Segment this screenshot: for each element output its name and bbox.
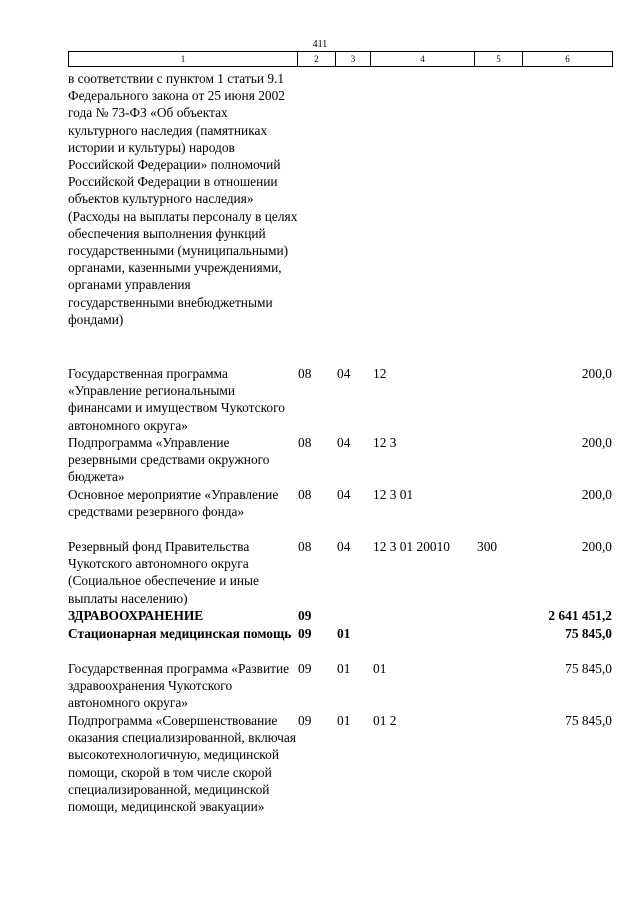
- table-row: [68, 607, 612, 625]
- row-section-code: 08: [298, 539, 312, 554]
- table-row: [68, 625, 612, 660]
- row-section-code: 09: [298, 661, 312, 676]
- row-amount: 200,0: [581, 487, 612, 502]
- row-section-code: 08: [298, 487, 312, 502]
- row-name: Подпрограмма «Совершенствование оказания специализированной, включая высокотехнологичную, медицинской помощи, скорой в том числе скорой специализированной, медицинской помощи, медицинской эвакуации»: [68, 713, 296, 815]
- row-target-article-code: 12 3 01 20010: [373, 539, 450, 554]
- row-amount: 200,0: [581, 539, 612, 554]
- row-subsection-code: 04: [337, 366, 351, 381]
- column-header-1: 1: [69, 52, 298, 67]
- row-amount: 75 845,0: [565, 626, 612, 641]
- table-row: [68, 538, 612, 607]
- row-subsection-code: 01: [337, 713, 351, 728]
- row-target-article-code: 12 3: [373, 435, 397, 450]
- column-header-table: [68, 51, 613, 67]
- row-section-code: 09: [298, 713, 312, 728]
- row-amount: 200,0: [581, 366, 612, 381]
- budget-table-body: [68, 70, 612, 852]
- row-target-article-code: 12 3 01: [373, 487, 414, 502]
- row-subsection-code: 04: [337, 435, 351, 450]
- row-expense-type-code: 300: [477, 539, 498, 554]
- column-header-row: [69, 52, 613, 67]
- row-section-code: 09: [298, 608, 312, 623]
- page-number: 411: [312, 39, 328, 50]
- row-subsection-code: 01: [337, 626, 351, 641]
- row-name: ЗДРАВООХРАНЕНИЕ: [68, 608, 204, 623]
- row-name: в соответствии с пунктом 1 статьи 9.1 Федерального закона от 25 июня 2002 года № 73-ФЗ «Об объектах культурного наследия (памятниках истории и культуры) народов Российской Федерации» полномочий Российской Федерации в отношении объектов культурного наследия» (Расходы на выплаты персоналу в целях обеспечения выполнения функций государственными (муниципальными) органами, казенными учреждениями, органами управления государственными внебюджетными фондами): [68, 71, 298, 327]
- row-amount: 75 845,0: [565, 661, 612, 676]
- row-name: Государственная программа «Управление региональными финансами и имуществом Чукотского автономного округа»: [68, 366, 285, 433]
- row-target-article-code: 01: [373, 661, 387, 676]
- row-name: Государственная программа «Развитие здравоохранения Чукотского автономного округа»: [68, 661, 290, 711]
- row-section-code: 09: [298, 626, 312, 641]
- row-subsection-code: 04: [337, 539, 351, 554]
- row-name: Резервный фонд Правительства Чукотского автономного округа (Социальное обеспечение и иные выплаты населению): [68, 539, 259, 606]
- column-header-5: 5: [475, 52, 523, 67]
- row-subsection-code: 04: [337, 487, 351, 502]
- row-amount: 200,0: [581, 435, 612, 450]
- column-header-6: 6: [523, 52, 613, 67]
- row-name: Основное мероприятие «Управление средствами резервного фонда»: [68, 487, 279, 520]
- table-row: [68, 660, 612, 712]
- table-row: [68, 365, 612, 434]
- table-row: [68, 486, 612, 538]
- row-subsection-code: 01: [337, 661, 351, 676]
- row-amount: 75 845,0: [565, 713, 612, 728]
- column-header-2: 2: [298, 52, 336, 67]
- row-amount: 2 641 451,2: [548, 608, 612, 623]
- row-section-code: 08: [298, 435, 312, 450]
- row-name: Стационарная медицинская помощь: [68, 626, 292, 641]
- row-target-article-code: 01 2: [373, 713, 397, 728]
- column-header-4: 4: [371, 52, 475, 67]
- row-target-article-code: 12: [373, 366, 387, 381]
- table-row: [68, 434, 612, 486]
- column-header-3: 3: [336, 52, 371, 67]
- row-name: Подпрограмма «Управление резервными средствами окружного бюджета»: [68, 435, 270, 485]
- table-row: [68, 712, 612, 852]
- table-row: [68, 70, 612, 365]
- row-section-code: 08: [298, 366, 312, 381]
